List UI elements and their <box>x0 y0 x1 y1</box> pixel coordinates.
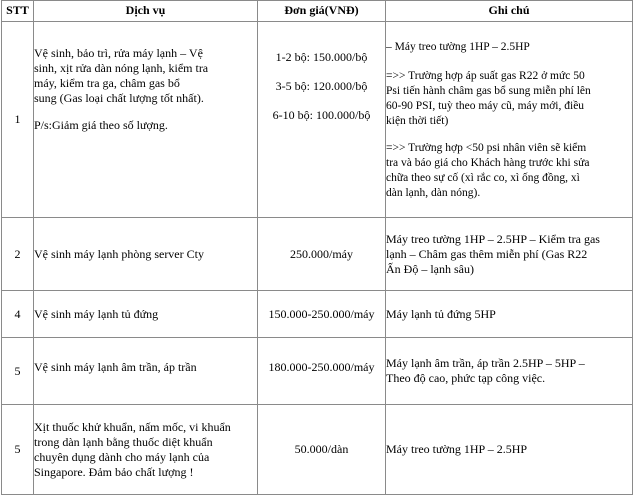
header-row <box>2 1 633 22</box>
service-line: Xịt thuốc khử khuẩn, nấm mốc, vi khuẩn <box>34 419 231 434</box>
header-stt: STT <box>2 1 34 22</box>
note-line: lạnh – Châm gas thêm miễn phí (Gas R22 <box>386 246 588 261</box>
discount-note: P/s:Giảm giá theo số lượng. <box>34 118 168 132</box>
note-line: – Máy treo tường 1HP – 2.5HP <box>386 41 530 53</box>
row-stt: 4 <box>2 291 34 338</box>
service-line: Singapore. Đảm bảo chất lượng ! <box>34 464 194 479</box>
row-service: Vệ sinh máy lạnh phòng server Cty <box>34 218 258 291</box>
price-value: 180.000-250.000/máy <box>268 360 375 374</box>
row-note: Máy treo tường 1HP – 2.5HP <box>386 405 633 495</box>
service-line: máy, kiểm tra ga, châm gas bổ <box>34 76 180 90</box>
note-line: =>> Trường hợp <50 psi nhân viên sẽ kiểm <box>386 142 587 154</box>
row-price: 150.000-250.000/máy <box>258 291 386 338</box>
note-line: Ấn Độ – lạnh sâu) <box>386 261 474 276</box>
note-line: Theo độ cao, phức tạp công việc. <box>386 371 546 385</box>
note-line: dàn lạnh, dàn nóng). <box>386 187 481 199</box>
header-note: Ghi chú <box>386 1 633 22</box>
row-price: 50.000/dàn <box>258 405 386 495</box>
row-stt: 5 <box>2 338 34 405</box>
header-service: Dịch vụ <box>34 1 258 22</box>
note-line: kiện thời tiết) <box>386 115 449 127</box>
note-line: Máy lạnh âm trần, áp trần 2.5HP – 5HP – <box>386 356 585 370</box>
service-line: sinh, xịt rửa dàn nóng lạnh, kiểm tra <box>34 61 209 75</box>
price-tier: 1-2 bộ: 150.000/bộ <box>275 50 368 64</box>
row-price: 250.000/máy <box>258 218 386 291</box>
row-price <box>258 338 386 405</box>
row-note <box>386 218 633 291</box>
row-note: Máy lạnh tủ đứng 5HP <box>386 291 633 338</box>
service-line: sung (Gas loại chất lượng tốt nhất). <box>34 91 204 105</box>
table-row <box>2 338 633 405</box>
service-line: Vệ sinh, bảo trì, rửa máy lạnh – Vệ <box>34 46 203 60</box>
note-line: Psi tiến hành châm gas bổ sung miễn phí lên <box>386 85 591 97</box>
row-service: Vệ sinh máy lạnh tủ đứng <box>34 291 258 338</box>
row-stt: 2 <box>2 218 34 291</box>
table-row <box>2 218 633 291</box>
price-tier: 6-10 bộ: 100.000/bộ <box>272 108 371 122</box>
row-stt: 1 <box>2 22 34 218</box>
service-line: Vệ sinh máy lạnh âm trần, áp trần <box>34 360 197 374</box>
table-row <box>2 405 633 495</box>
service-line: chuyên dụng dành cho máy lạnh của <box>34 449 210 464</box>
row-service <box>34 338 258 405</box>
row-price <box>258 22 386 218</box>
note-line: Máy treo tường 1HP – 2.5HP – Kiểm tra gas <box>386 231 600 246</box>
table-row <box>2 22 633 218</box>
row-stt: 5 <box>2 405 34 495</box>
header-price: Đơn giá(VNĐ) <box>258 1 386 22</box>
note-line: 60-90 PSI, tuỳ theo máy cũ, máy mới, điều <box>386 100 585 112</box>
price-table <box>1 0 633 495</box>
row-note <box>386 22 633 218</box>
table-row <box>2 291 633 338</box>
note-line: =>> Trường hợp áp suất gas R22 ở mức 50 <box>386 70 585 82</box>
service-line: trong dàn lạnh bằng thuốc diệt khuẩn <box>34 434 213 449</box>
note-line: tra và báo giá cho Khách hàng trước khi sửa <box>386 157 590 169</box>
row-service <box>34 22 258 218</box>
row-note <box>386 338 633 405</box>
price-tier: 3-5 bộ: 120.000/bộ <box>275 79 368 93</box>
note-line: chữa theo sự cố (xì rắc co, xì ống đồng, xì <box>386 172 580 184</box>
row-service <box>34 405 258 495</box>
